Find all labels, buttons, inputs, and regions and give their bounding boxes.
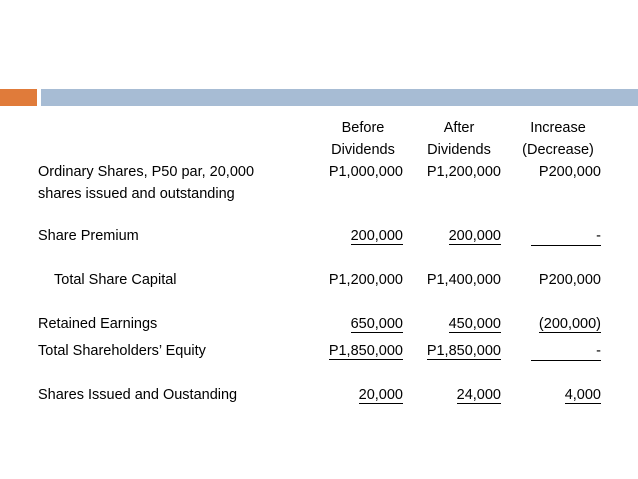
cell-change-wrap [539, 313, 601, 335]
cell-after: P1,200,000 [426, 164, 501, 180]
row-label-total-share-capital: Total Share Capital [54, 272, 177, 288]
header-before-line2: Dividends [331, 142, 395, 158]
cell-change: 4,000 [564, 387, 601, 403]
header-before-line1: Before [341, 120, 385, 136]
cell-after: P1,400,000 [426, 272, 501, 288]
row-label-retained-earnings: Retained Earnings [38, 316, 158, 332]
cell-before-wrap [359, 384, 403, 406]
header-after-line1: After [443, 120, 475, 136]
header-after [414, 117, 504, 161]
accent-bar-orange [0, 89, 37, 106]
header-change-line1: Increase [530, 120, 586, 136]
cell-before: 650,000 [350, 316, 403, 332]
cell-before-wrap [329, 340, 403, 362]
cell-before: P1,000,000 [328, 164, 403, 180]
header-after-line2: Dividends [427, 142, 491, 158]
row-label-share-premium: Share Premium [38, 228, 139, 244]
cell-after-wrap [449, 225, 501, 247]
cell-before: P1,200,000 [328, 272, 403, 288]
header-change-line2: (Decrease) [522, 142, 594, 158]
cell-after-wrap [457, 384, 501, 406]
cell-after: 450,000 [448, 316, 501, 332]
cell-change: - [531, 227, 601, 246]
cell-after: P1,850,000 [426, 343, 501, 359]
cell-change: - [531, 342, 601, 361]
header-before [318, 117, 408, 161]
cell-change-wrap [531, 225, 601, 247]
cell-before-wrap [351, 313, 403, 335]
cell-after: 200,000 [448, 228, 501, 244]
row-label-shares-issued: Shares Issued and Oustanding [38, 387, 238, 403]
row-label-total-equity: Total Shareholders’ Equity [38, 343, 206, 359]
accent-bar-blue [41, 89, 638, 106]
cell-before-wrap [351, 225, 403, 247]
cell-change: (200,000) [538, 316, 601, 332]
cell-change: P200,000 [538, 272, 601, 288]
row-label-line1: Ordinary Shares, P50 par, 20,000 [38, 164, 255, 180]
cell-before: 200,000 [350, 228, 403, 244]
cell-after-wrap [427, 340, 501, 362]
row-label-line2: shares issued and outstanding [38, 186, 235, 202]
cell-after: 24,000 [456, 387, 501, 403]
cell-change-wrap [565, 384, 601, 406]
cell-after-wrap [449, 313, 501, 335]
cell-before: P1,850,000 [328, 343, 403, 359]
cell-change: P200,000 [538, 164, 601, 180]
cell-before: 20,000 [358, 387, 403, 403]
row-label-ordinary-shares [38, 161, 254, 205]
cell-change-wrap [531, 340, 601, 362]
header-change [512, 117, 604, 161]
